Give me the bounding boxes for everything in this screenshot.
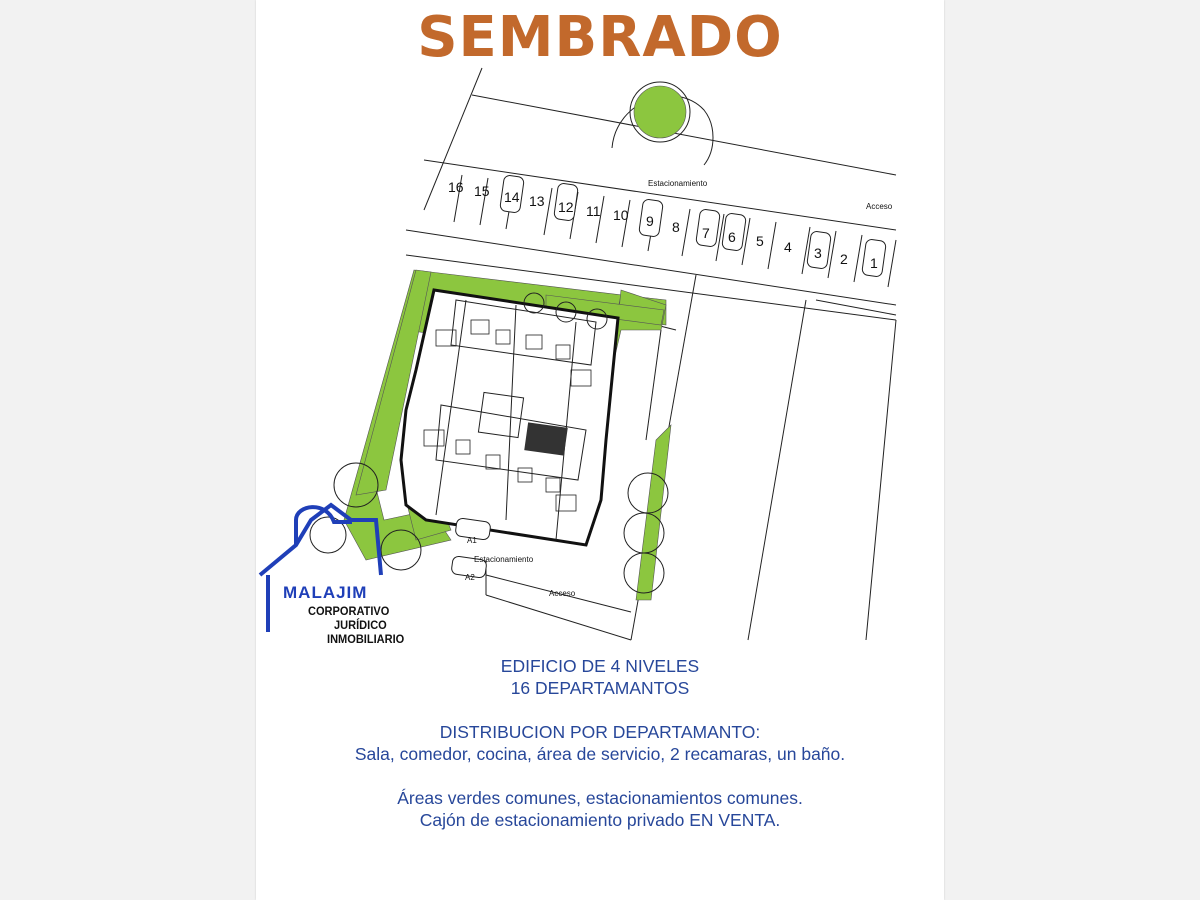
parking-number: 14 [504, 189, 520, 205]
parking-number: 10 [613, 207, 629, 223]
parking-number: 15 [474, 183, 490, 199]
parking-number: 13 [529, 193, 545, 209]
company-name: MALAJIM [283, 583, 368, 602]
car-label-a2: A2 [465, 573, 475, 582]
parking-number: 2 [840, 251, 848, 267]
flyer-sheet [256, 0, 944, 900]
property-description [256, 655, 944, 831]
access-label-top: Acceso [866, 202, 893, 211]
parking-number: 6 [728, 229, 736, 245]
parking-number: 3 [814, 245, 822, 261]
info-line: 16 DEPARTAMANTOS [510, 678, 690, 698]
parking-label-bottom: Estacionamiento [474, 555, 534, 564]
parking-number: 4 [784, 239, 792, 255]
parking-number: 9 [646, 213, 654, 229]
company-tagline-3: INMOBILIARIO [327, 632, 405, 646]
parking-number: 7 [702, 225, 710, 241]
parking-number: 1 [870, 255, 878, 271]
info-line: Áreas verdes comunes, estacionamientos comunes. [397, 788, 803, 808]
parking-number: 11 [586, 203, 601, 219]
site-plan [256, 0, 944, 660]
car-label-a1: A1 [467, 536, 477, 545]
parking-number: 12 [558, 199, 574, 215]
company-tagline-1: CORPORATIVO [308, 604, 390, 618]
page-title: SEMBRADO [417, 5, 783, 70]
parking-numbers [448, 179, 878, 271]
building-footprint [401, 290, 618, 545]
info-line: Cajón de estacionamiento privado EN VENTA. [419, 810, 781, 830]
info-line: DISTRIBUCION POR DEPARTAMANTO: [439, 722, 761, 742]
parking-label-top: Estacionamiento [648, 179, 708, 188]
access-label-bottom: Acceso [549, 589, 576, 598]
parking-number: 5 [756, 233, 764, 249]
company-tagline-2: JURÍDICO [334, 618, 387, 632]
info-line: EDIFICIO DE 4 NIVELES [500, 656, 700, 676]
info-line: Sala, comedor, cocina, área de servicio, 2 recamaras, un baño. [354, 744, 846, 764]
parking-number: 8 [672, 219, 680, 235]
parking-number: 16 [448, 179, 464, 195]
